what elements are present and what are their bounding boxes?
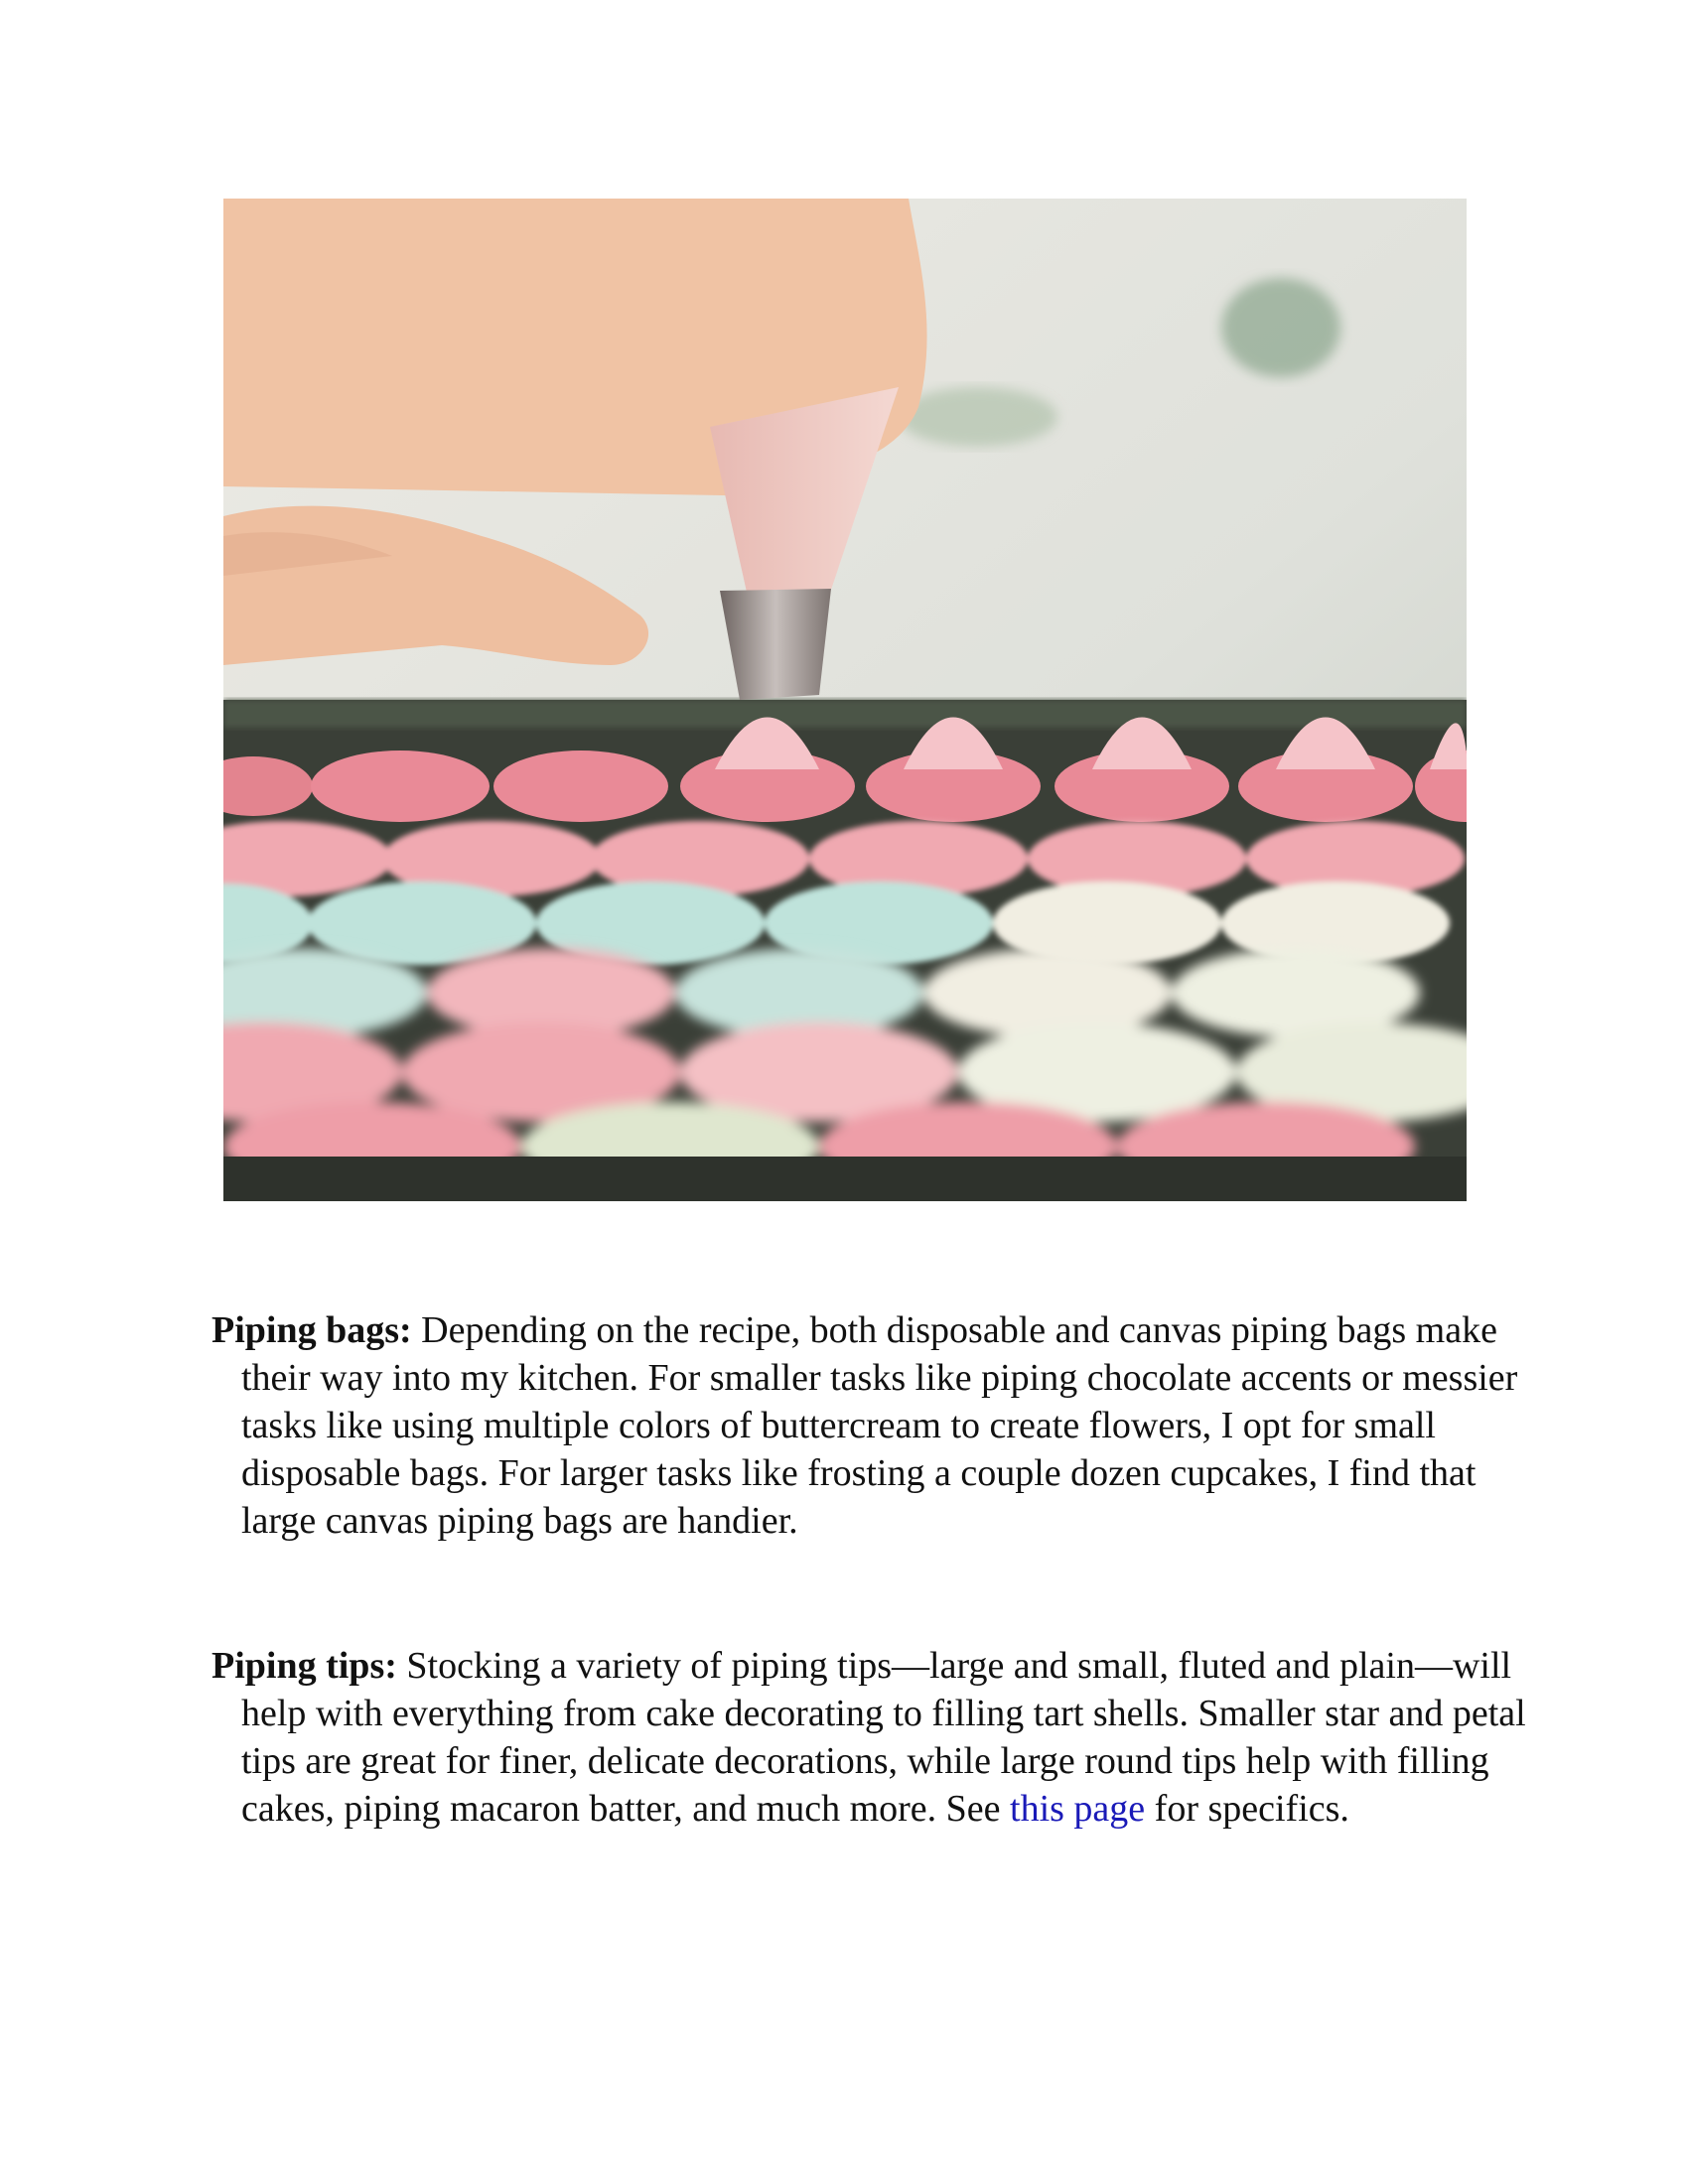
piping-tips-entry xyxy=(211,1642,1532,1833)
piping-bags-entry xyxy=(211,1306,1532,1545)
this-page-link[interactable]: this page xyxy=(1010,1788,1146,1830)
piping-bags-term: Piping bags: xyxy=(211,1309,412,1351)
photo-illustration xyxy=(223,199,1467,1201)
piping-macarons-photo xyxy=(223,199,1467,1201)
piping-tips-text: Stocking a variety of piping tips—large and small, fluted and plain—will help with everything from cake decorating to filling tart shells. Smaller star and petal tips are great for finer, delicate decorations, while large round tips help with filling cakes, piping macaron batter, and much more. See xyxy=(241,1645,1526,1830)
piping-tips-text-end: for specifics. xyxy=(1145,1788,1349,1830)
piping-tips-term: Piping tips: xyxy=(211,1645,397,1687)
piping-bags-text: Depending on the recipe, both disposable and canvas piping bags make their way into my kitchen. For smaller tasks like piping chocolate accents or messier tasks like using multiple colors of buttercream to create flowers, I opt for small disposable bags. For larger tasks like frosting a couple dozen cupcakes, I find that large canvas piping bags are handier. xyxy=(241,1309,1518,1542)
